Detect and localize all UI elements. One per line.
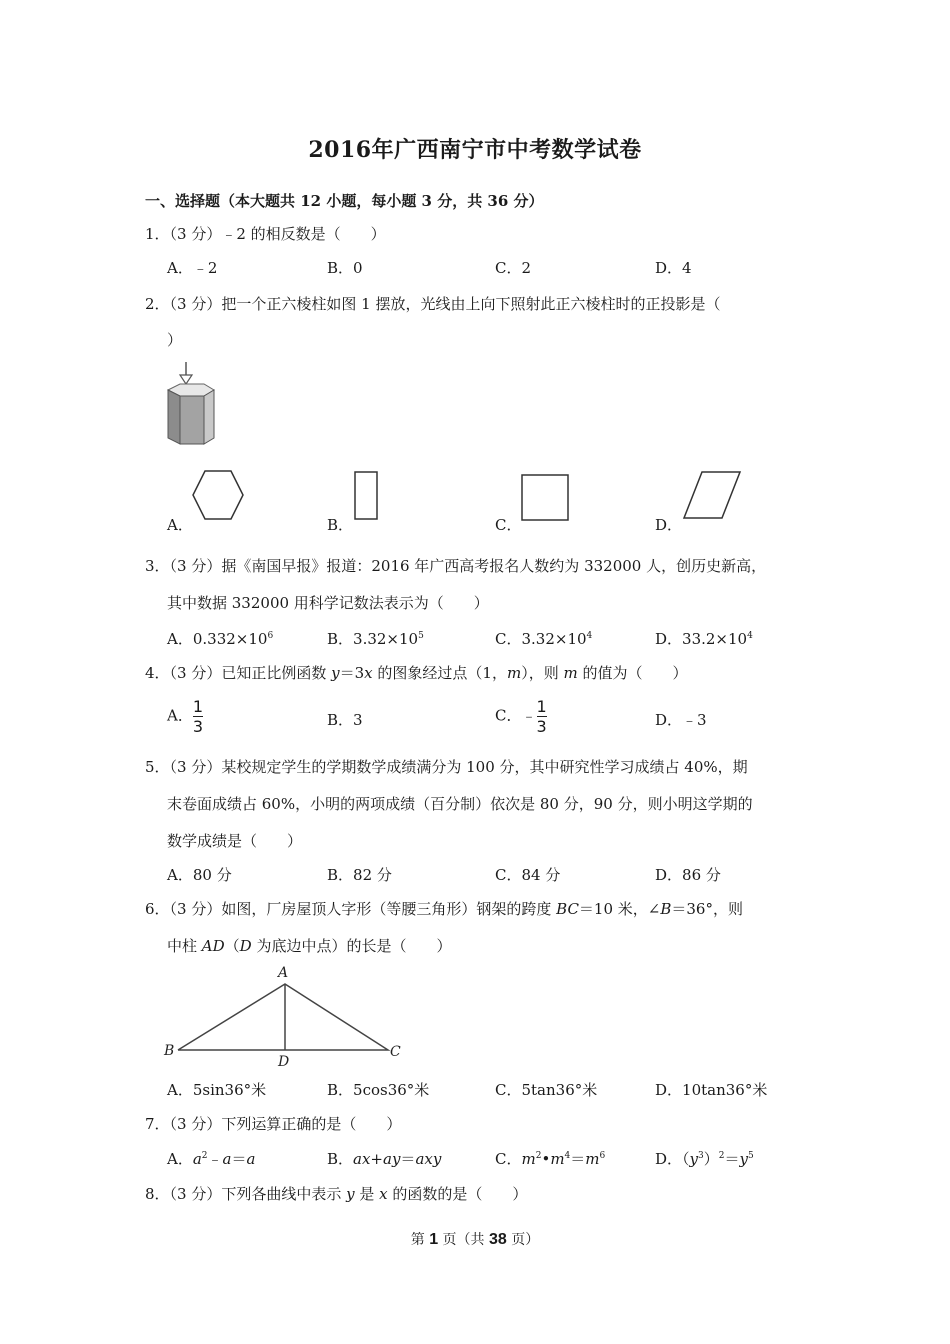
q2-option-a: A． (167, 516, 193, 534)
square-shape (520, 473, 570, 523)
q7-option-a: A．$a^2﹣a=a$ (167, 1150, 256, 1168)
vertex-label-a: A (278, 965, 289, 981)
isosceles-triangle-figure (160, 962, 410, 1068)
question-text: （3 分）﹣2 的相反数是（ ） (169, 225, 386, 243)
vertex-label-d: D (278, 1054, 290, 1068)
question-5: 5．（3 分）某校规定学生的学期数学成绩满分为 100 分，其中研究性学习成绩占 40%，期 (145, 758, 748, 776)
question-4: 4．（3 分）已知正比例函数 y＝3x 的图象经过点（1，m），则 m 的值为（ ） (145, 664, 688, 682)
page-title: 2016年广西南宁市中考数学试卷 (308, 137, 642, 163)
q3-option-c: C．$3.32\times 10^4$ (495, 630, 593, 648)
q4-option-a: A．$\frac{1}{3}$ (167, 697, 204, 736)
q5-option-b: B．82 分 (327, 866, 392, 884)
q1-option-a: A．﹣2 (167, 259, 218, 277)
question-number: 1． (145, 225, 170, 243)
question-6: 6．（3 分）如图，厂房屋顶人字形（等腰三角形）钢架的跨度 BC＝10 米，∠B＝36°，则 (145, 900, 743, 918)
q3-option-b: B．$3.32\times 10^5$ (327, 630, 424, 648)
section-heading: 一、选择题（本大题共 12 小题，每小题 3 分，共 36 分） (145, 192, 544, 210)
question-number: 3． (145, 557, 170, 575)
question-text: （3 分）据《南国早报》报道：2016 年广西高考报名人数约为 332000 人，创历史新高， (169, 557, 767, 575)
question-2 (145, 294, 720, 314)
q5-option-a: A．80 分 (167, 866, 232, 884)
question-8: 8．（3 分）下列各曲线中表示 y 是 x 的函数的是（ ） (145, 1185, 528, 1203)
q3-option-d: D．$33.2\times 10^4$ (655, 630, 753, 648)
question-number: 2． (145, 295, 170, 313)
q2-option-c: C． (495, 516, 522, 534)
question-text: （3 分）把一个正六棱柱如图 1 摆放，光线由上向下照射此正六棱柱时的正投影是（ (169, 295, 721, 313)
q7-option-d: D．$(y^3)^2=y^5$ (655, 1150, 754, 1168)
q1-option-d: D．4 (655, 259, 692, 277)
question-5-line3: 数学成绩是（ ） (167, 832, 303, 850)
q5-option-d: D．86 分 (655, 866, 721, 884)
total-pages: 38 (489, 1231, 507, 1248)
question-2-line2: ） (167, 331, 183, 349)
hexagonal-prism-figure (162, 360, 218, 446)
hexagon-shape (191, 468, 245, 522)
question-3-line2: 其中数据 332000 用科学记数法表示为（ ） (167, 594, 489, 612)
q1-option-b: B．0 (327, 259, 363, 277)
parallelogram-shape (680, 470, 744, 522)
question-1 (145, 224, 386, 244)
q1-option-c: C．2 (495, 259, 532, 277)
q6-option-a: A．5sin36°米 (167, 1081, 267, 1099)
q6-option-d: D．10tan36°米 (655, 1081, 768, 1099)
q4-option-d: D．﹣3 (655, 711, 707, 729)
q7-option-b: B．ax+ay＝axy (327, 1150, 442, 1168)
page-footer: 第 1 页（共 38 页） (410, 1231, 540, 1248)
q2-option-d: D． (655, 516, 683, 534)
fraction: $\frac{1}{3}$ (192, 697, 204, 736)
vertex-label-c: C (390, 1044, 401, 1060)
narrow-rectangle-shape (353, 470, 381, 522)
page-number: 1 (429, 1231, 439, 1248)
q7-option-c: C．$m^2•m^4=m^6$ (495, 1150, 606, 1168)
q2-option-b: B． (327, 516, 354, 534)
question-5-line2: 末卷面成绩占 60%，小明的两项成绩（百分制）依次是 80 分，90 分，则小明这学期的 (167, 795, 753, 813)
q6-option-b: B．5cos36°米 (327, 1081, 430, 1099)
question-7: 7．（3 分）下列运算正确的是（ ） (145, 1115, 402, 1133)
q4-option-b: B．3 (327, 711, 363, 729)
question-6-line2: 中柱 AD（D 为底边中点）的长是（ ） (167, 937, 452, 955)
question-3 (145, 556, 766, 576)
q4-option-c: C．$﹣\frac{1}{3}$ (495, 697, 547, 736)
fraction: $\frac{1}{3}$ (536, 697, 547, 736)
q6-option-c: C．5tan36°米 (495, 1081, 598, 1099)
q3-option-a: A．$0.332\times 10^6$ (167, 630, 274, 648)
q5-option-c: C．84 分 (495, 866, 561, 884)
vertex-label-b: B (164, 1043, 175, 1059)
